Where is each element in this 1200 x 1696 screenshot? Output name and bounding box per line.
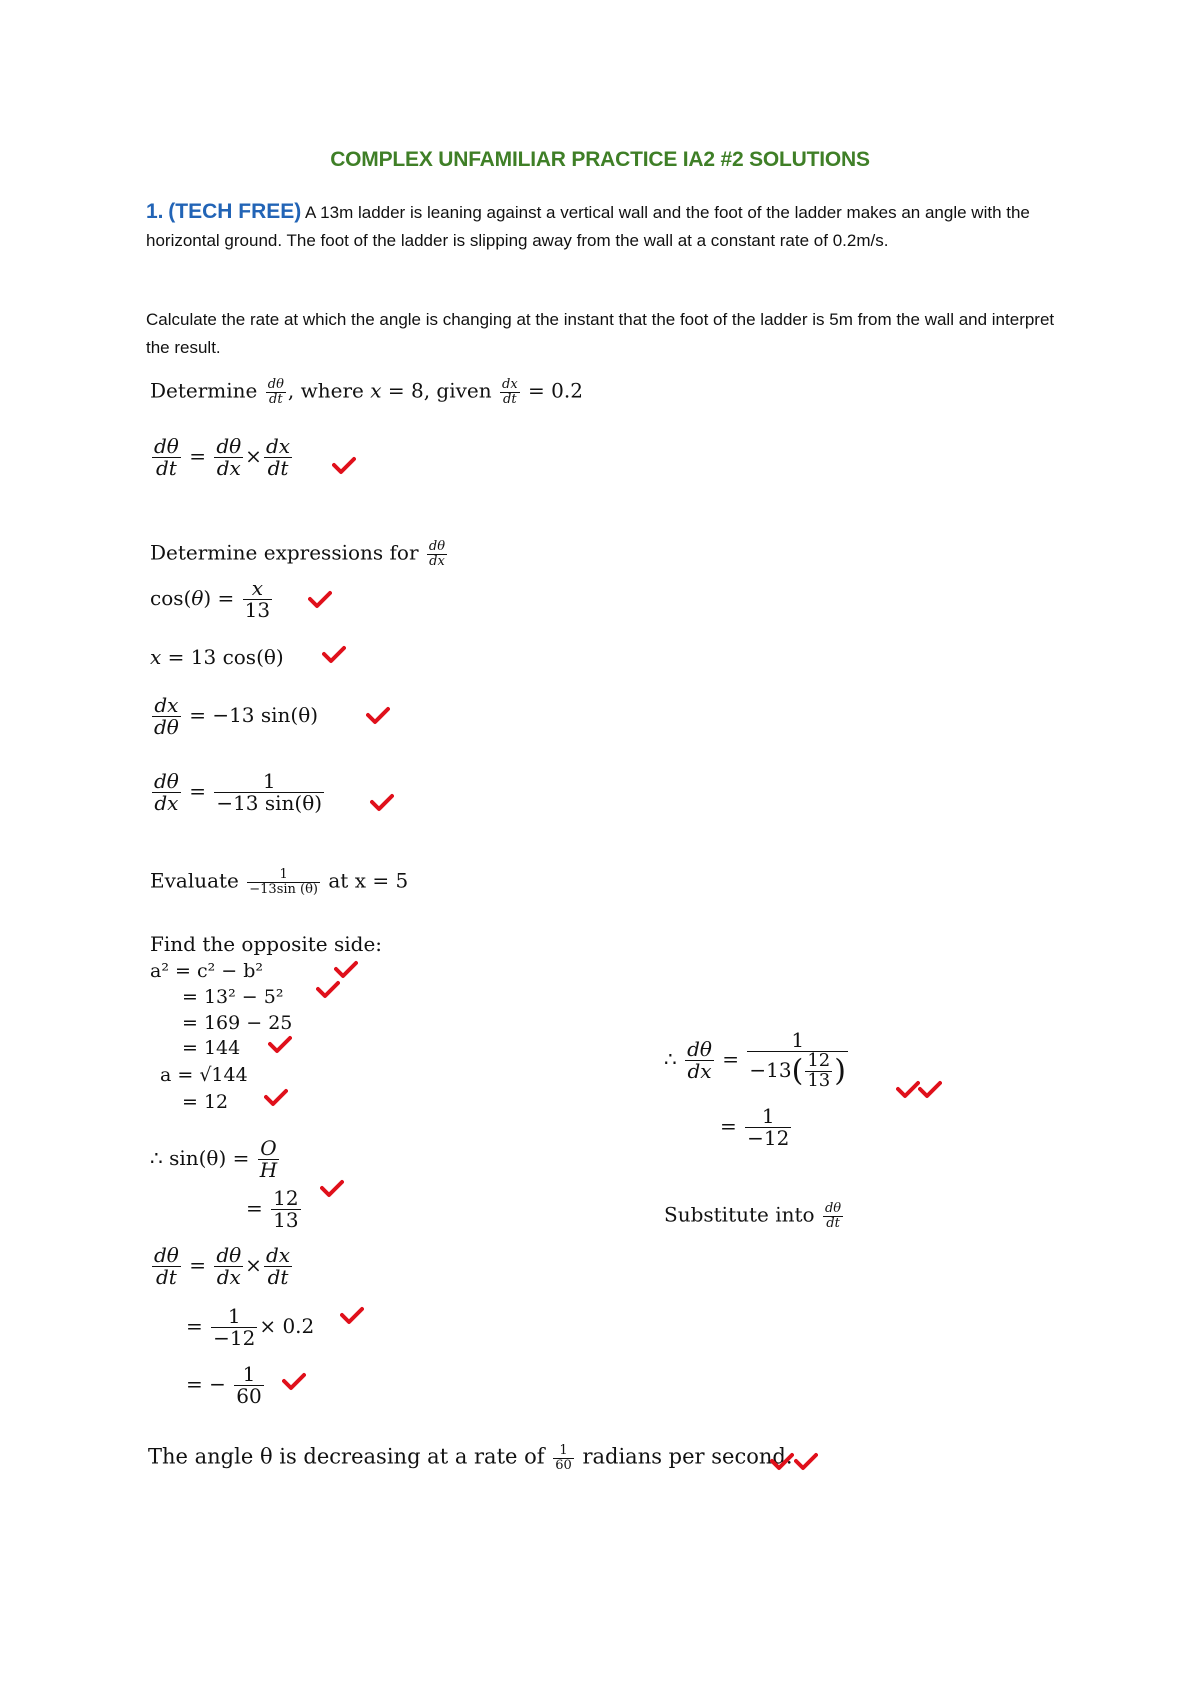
- x-equation: x = 13 cos(θ): [150, 645, 284, 669]
- pyth-line-2: = 13² − 5²: [182, 986, 284, 1008]
- check-mark-icon: [322, 645, 346, 665]
- dtheta-dx-equation: $\frac{d\theta}{dx}$ = $\frac{1}{-13 \sin(\theta)}$: [154, 769, 323, 815]
- dx-dtheta-rhs: = −13 sin(θ): [189, 703, 319, 727]
- check-mark-icon: [896, 1080, 920, 1100]
- evaluate-denominator: −13sin (θ): [249, 881, 319, 897]
- determine-expr-label: Determine expressions for: [150, 540, 419, 565]
- chain-rule-1: $\frac{d\theta}{dt}$ = $\frac{d\theta}{dx}$ × $\frac{dx}{dt}$: [154, 434, 291, 480]
- final-num-2: 1: [234, 1364, 263, 1386]
- check-mark-icon: [334, 960, 358, 980]
- evaluate-label: Evaluate: [150, 868, 239, 893]
- conclusion-num: 1: [553, 1444, 574, 1459]
- find-opposite-label: Find the opposite side:: [150, 932, 383, 956]
- dtheta-dx-numerator: 1: [214, 771, 324, 793]
- pyth-line-1: a² = c² − b²: [150, 960, 263, 982]
- evaluate-line: Evaluate $\frac{1}{-13\sin (\theta)}$ at x = 5: [150, 867, 409, 897]
- check-mark-icon: [794, 1452, 818, 1472]
- right-den-prefix: −13: [749, 1057, 792, 1082]
- right-inner-den: 13: [807, 1069, 831, 1091]
- final-den-1: −12: [213, 1326, 256, 1350]
- check-mark-icon: [308, 590, 332, 610]
- right-inner-num: 12: [807, 1050, 831, 1071]
- right-result-num: 1: [745, 1106, 791, 1128]
- conclusion: [148, 1444, 793, 1472]
- check-mark-icon: [366, 706, 390, 726]
- check-mark-icon: [268, 1035, 292, 1055]
- substituted-product: = $\frac{1}{-12}$ × 0.2: [186, 1304, 315, 1350]
- check-mark-icon: [264, 1088, 288, 1108]
- check-mark-icon: [770, 1452, 794, 1472]
- check-mark-icon: [282, 1372, 306, 1392]
- x-eq-rhs: = 13 cos(θ): [167, 645, 284, 669]
- determine-label: Determine: [150, 378, 258, 403]
- x-value-text: = 8, given: [387, 378, 492, 403]
- dtheta-dx-denominator: −13 sin(θ): [216, 791, 323, 815]
- cos-denominator: 13: [244, 598, 271, 622]
- therefore-symbol: ∴: [664, 1046, 677, 1071]
- pyth-line-5: a = √144: [160, 1064, 248, 1086]
- determine-expr-line: Determine expressions for $\frac{d\theta}{dx}$: [150, 539, 446, 569]
- sin-label: ∴ sin(θ) =: [150, 1146, 250, 1170]
- pyth-line-3: = 169 − 25: [182, 1012, 293, 1034]
- sin-equation: [150, 1138, 281, 1181]
- evaluate-at: at x = 5: [328, 868, 409, 893]
- right-dtheta-dx: ∴ $\frac{d\theta}{dx}$ = 1 −13( $\frac{12}{13}$ ): [664, 1028, 846, 1091]
- question-number: 1.: [146, 200, 164, 223]
- substitute-line: Substitute into $\frac{d\theta}{dt}$: [664, 1201, 842, 1231]
- pyth-line-6: = 12: [182, 1091, 229, 1113]
- check-mark-icon: [370, 793, 394, 813]
- sin-value-den: 13: [273, 1208, 299, 1232]
- determine-line: Determine $\frac{d\theta}{dt}$ , where x = 8, given $\frac{dx}{dt}$ = 0.2: [150, 377, 583, 407]
- dx-dt-fraction: $\frac{dx}{dt}$: [502, 377, 518, 407]
- check-mark-icon: [332, 456, 356, 476]
- question-task: Calculate the rate at which the angle is changing at the instant that the foot of the ladder is 5m from the wall and interpret the result.: [146, 310, 1055, 357]
- rate-value: = 0.2: [528, 378, 583, 403]
- question-text: A 13m ladder is leaning against a vertical wall and the foot of the ladder makes an angle with the horizontal ground. The foot of the ladder is slipping away from the wall at a constant rate of 0.2m/s.: [146, 203, 1030, 250]
- check-mark-icon: [316, 980, 340, 1000]
- dtheta-dt-fraction: $\frac{d\theta}{dt}$: [267, 377, 284, 407]
- final-mult: × 0.2: [259, 1314, 315, 1338]
- sin-value: = $\frac{12}{13}$: [246, 1186, 299, 1232]
- chain-rule-2: $\frac{d\theta}{dt}$ = $\frac{d\theta}{dx}$ × $\frac{dx}{dt}$: [154, 1243, 291, 1289]
- question-statement: [146, 198, 1076, 255]
- question-tag: (TECH FREE): [168, 200, 302, 223]
- sin-opposite: O: [258, 1138, 279, 1160]
- final-rate: = − $\frac{1}{60}$: [186, 1362, 262, 1408]
- sin-hypotenuse: H: [259, 1158, 278, 1182]
- right-result-den: −12: [747, 1126, 790, 1150]
- conclusion-den: 60: [555, 1457, 572, 1473]
- check-mark-icon: [340, 1306, 364, 1326]
- pyth-line-4: = 144: [182, 1037, 241, 1059]
- right-result: = $\frac{1}{-12}$: [720, 1104, 790, 1150]
- where-text: , where: [287, 378, 364, 403]
- page-title: COMPLEX UNFAMILIAR PRACTICE IA2 #2 SOLUTIONS: [330, 148, 870, 171]
- final-num-1: 1: [211, 1306, 257, 1328]
- check-mark-icon: [918, 1080, 942, 1100]
- conclusion-prefix: The angle θ is decreasing at a rate of: [148, 1444, 545, 1469]
- check-mark-icon: [320, 1179, 344, 1199]
- sin-value-num: 12: [273, 1186, 299, 1210]
- dx-dtheta-equation: $\frac{dx}{d\theta}$ = −13 sin(θ): [154, 693, 319, 739]
- right-num: 1: [747, 1030, 848, 1052]
- cos-equation: cos(θ) = $\frac{x}{13}$: [150, 576, 271, 622]
- conclusion-suffix: radians per second.: [582, 1444, 793, 1469]
- final-den-2: 60: [236, 1384, 262, 1408]
- substitute-label: Substitute into: [664, 1202, 815, 1227]
